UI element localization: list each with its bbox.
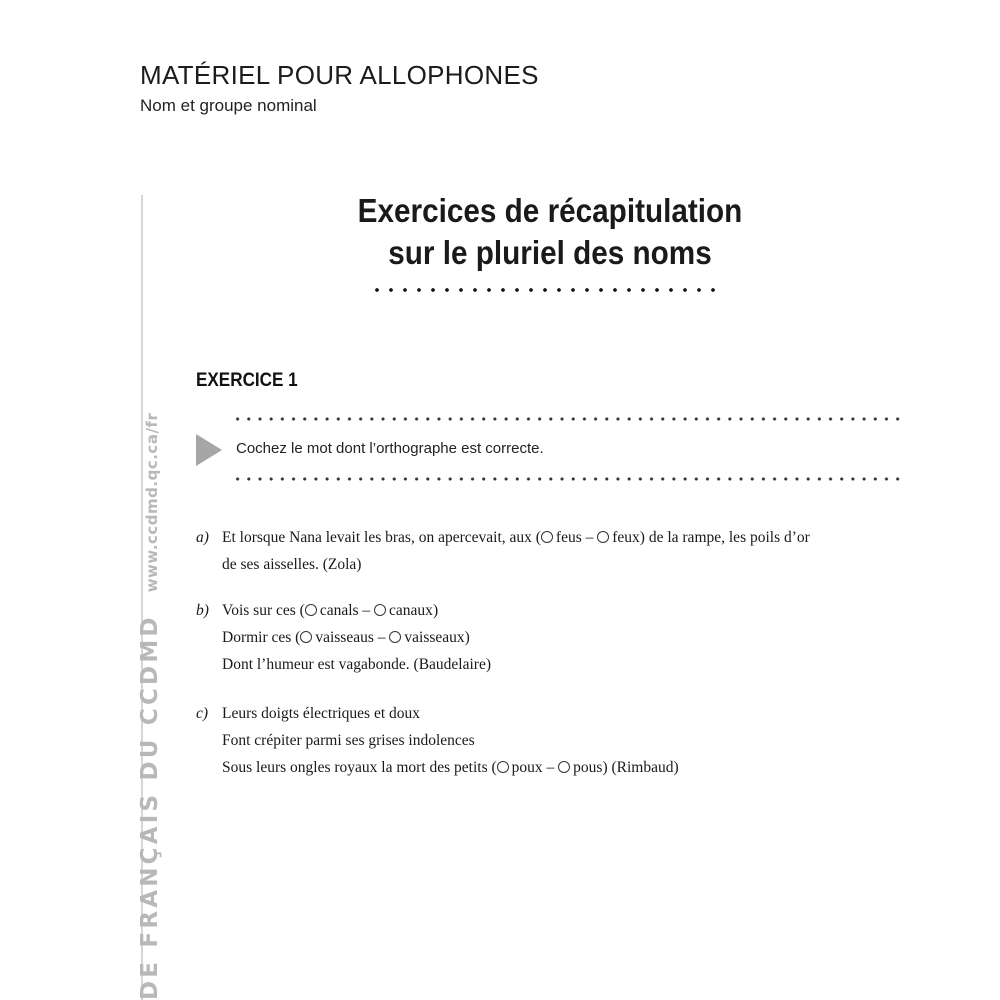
item-line: de ses aisselles. (Zola)	[222, 556, 362, 573]
sidebar-vertical-text	[137, 413, 163, 1000]
option-label: feus	[555, 529, 582, 546]
option-label: pous	[573, 759, 603, 776]
exercise-item-a	[196, 524, 916, 578]
series-title: MATÉRIEL POUR ALLOPHONES	[140, 60, 539, 90]
page-title-line-2: sur le pluriel des noms	[388, 234, 712, 271]
radio-option[interactable]	[597, 531, 609, 543]
series-subtitle: Nom et groupe nominal	[140, 96, 317, 115]
item-line: Vois sur ces ( canals – canaux)	[222, 602, 439, 619]
radio-option[interactable]	[374, 604, 386, 616]
option-label: canaux	[389, 602, 433, 619]
page-title	[235, 190, 865, 274]
option-label: feux	[612, 529, 640, 546]
exercise-heading: EXERCICE 1	[196, 370, 298, 391]
option-label: vaisseaux	[404, 629, 465, 646]
item-line: Et lorsque Nana levait les bras, on apercevait, aux ( feus – feux) de la rampe, les poils d’or	[222, 529, 810, 546]
radio-option[interactable]	[300, 631, 312, 643]
sidebar-brand: DE FRANÇAIS DU CCDMD	[137, 614, 163, 1000]
title-dotted-rule	[370, 287, 725, 293]
radio-option[interactable]	[497, 761, 509, 773]
radio-option[interactable]	[541, 531, 553, 543]
exercise-item-c	[196, 700, 916, 781]
instruction-bottom-rule	[232, 476, 904, 482]
item-line: Font crépiter parmi ses grises indolences	[222, 732, 475, 749]
item-line: Leurs doigts électriques et doux	[222, 705, 421, 722]
sidebar-url: www.ccdmd.qc.ca/fr	[143, 412, 161, 593]
radio-option[interactable]	[305, 604, 317, 616]
instruction-top-rule	[232, 416, 904, 422]
item-label: a)	[196, 529, 209, 546]
page-title-line-1: Exercices de récapitulation	[357, 192, 743, 229]
item-line: Sous leurs ongles royaux la mort des petits ( poux – pous) (Rimbaud)	[222, 759, 679, 776]
item-label: b)	[196, 602, 209, 619]
radio-option[interactable]	[389, 631, 401, 643]
item-line: Dont l’humeur est vagabonde. (Baudelaire)	[222, 656, 492, 673]
option-label: vaisseaus	[315, 629, 374, 646]
radio-option[interactable]	[558, 761, 570, 773]
exercise-item-b	[196, 597, 916, 678]
item-line: Dormir ces ( vaisseaus – vaisseaux)	[222, 629, 470, 646]
option-label: poux	[511, 759, 543, 776]
item-label: c)	[196, 705, 209, 722]
exercise-instruction: Cochez le mot dont l’orthographe est correcte.	[236, 440, 544, 457]
option-label: canals	[319, 602, 359, 619]
play-arrow-icon	[196, 434, 222, 466]
